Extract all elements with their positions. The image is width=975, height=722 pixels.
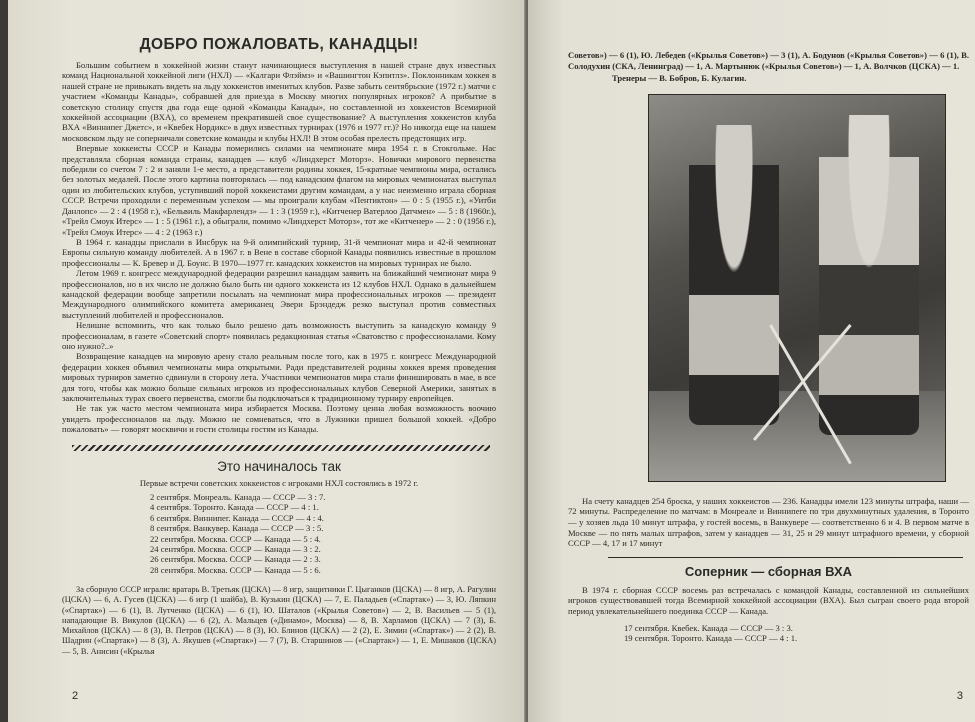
roster-text: За сборную СССР играли: вратарь В. Третьяк (ЦСКА) — 8 игр, защитники Г. Цыганков (ЦСКА) — 8 игр, А. Рагулин (ЦСКА) — 6, А. Гусев (ЦСКА) — 6 игр (1 шайба), В. Кузькин (ЦСКА) — 7, Е. Паладьев («Спартак») — 3, Ю. Ляпкин («Спартак») — 6 (1), В. Лутченко (ЦСКА) — 6 (1), Ю. Шаталов («Крылья Советов») — 2, В. Васильев — 5 (1), нападающие В. Викулов (ЦСКА) — 6 (2), А. Мальцев («Динамо», Москва) — 8, В. Харламов (ЦСКА) — 7 (3), Б. Михайлов (ЦСКА) — 8 (3), В. Петров (ЦСКА) — 8 (3), Ю. Блинов (ЦСКА) — 2 (2), Е. Зимин («Спартак») — 2 (2), В. Шадрин («Спартак») — 8 (3), А. Якушев («Спартак») — 7 (7), В. Старшинов — («Спартак») — 1, Е. Мишаков (ЦСКА) — 5, В. Анисин («Крылья bbox=[62, 585, 496, 656]
paragraph: Летом 1969 г. конгресс международной федерации разрешил канадцам заявить на ближайший чемпионат мира 9 профессионалов, но в их число не должно было быть ни одного хоккеиста из 12 клубов НХЛ. Однако в дальнейшем канадской федерации вообще запретили посылать на чемпионат мира профессиональных игроков — президент Международного олимпийского комитета американец Эвери Брэндедж резко выступал против совместных выступлений любителей и профессионалов. bbox=[62, 268, 496, 320]
divider-line bbox=[608, 557, 963, 558]
hockey-photo bbox=[648, 94, 946, 482]
list-item: 24 сентября. Москва. СССР — Канада — 3 : 2. bbox=[150, 544, 321, 555]
section-title: Это начиналось так bbox=[217, 458, 341, 474]
list-item: 28 сентября. Москва. СССР — Канада — 5 : 6. bbox=[150, 564, 321, 575]
right-page bbox=[528, 0, 975, 722]
page-number: 2 bbox=[72, 690, 79, 702]
list-item: 19 сентября. Торонто. Канада — СССР — 4 : 1. bbox=[624, 633, 798, 644]
penalty-stats-text: На счету канадцев 254 броска, у наших хоккеистов — 236. Канадцы имели 123 минуты штрафа, наши — 72 минуты. Распределение по матчам: в Монреале и Виннипеге по три двухминутных удаления, в Торонто — у хозяев льда 10 минут штрафа, у гостей восемь, в Ванкувере — соответственно 6 и 4. В первом матче в Москве — по пять малых штрафов, затем у канадцев — 31, 25 и 29 минут штрафного времени, у сборной СССР — 4, 17 и 17 минут bbox=[568, 495, 969, 549]
page-number: 3 bbox=[956, 690, 963, 702]
paragraph: Нелишне вспомнить, что как только было решено дать возможность выступить за канадскую команду 9 профессионалам, в газете «Советский спорт» появилась редакционная статья «Сватовство с профессионалами. Кому оно нужно?..» bbox=[62, 320, 496, 351]
left-page bbox=[8, 0, 526, 722]
list-item: 2 сентября. Монреаль. Канада — СССР — 3 : 7. bbox=[150, 492, 326, 503]
list-item: 26 сентября. Москва. СССР — Канада — 2 : 3. bbox=[150, 554, 321, 565]
paragraph: Большим событием в хоккейной жизни станут начинающиеся выступления в нашей стране двух известных команд Национальной хоккейной лиги (НХЛ) — «Калгари Флэймз» и «Вашингтон Кэпитлз». Поклонникам хоккея в нашей стране не привыкать видеть на льду хоккеистов именитых клубов. Разве забыть сентябрьские (1972 г.) матчи с участием «Команды Канады», собравшей для приезда в Москву многих популярных игроков? А прибытие в советскую столицу спустя два года еще одной «Команды Канады», но составленной из хоккеистов Всемирной хоккейной ассоциации (ВХА), со временем прекратившей свое существование? А выступления хоккеистов клуба ВХА «Виннипег Джетс», и «Квебек Нордикс» в двух известных турнирах (1976 и 1977 гг.)? Но никогда еще на нашем московском льду не соперничали советские команды и клубы НХЛ! В этом особая прелесть предстоящих игр. bbox=[62, 60, 496, 143]
player-figure bbox=[689, 125, 779, 425]
coaches-line: Тренеры — В. Бобров, Б. Кулагин. bbox=[612, 73, 747, 84]
games-list bbox=[624, 623, 969, 644]
list-item: 8 сентября. Ванкувер. Канада — СССР — 3 : 5. bbox=[150, 523, 324, 534]
paragraph: В 1964 г. канадцы прислали в Инсбрук на 9-й олимпийский турнир, 31-й чемпионат мира и 42-й чемпионат Европы сильную команду любителей. А в 1967 г. в Вене в составе сборной Канады появились известные в прошлом профессионалы — К. Бревер и Д. Боунс. В 1970—1977 гг. канадских хоккеистов на мировых турнирах не было. bbox=[62, 236, 496, 268]
games-list bbox=[150, 492, 496, 575]
list-item: 17 сентября. Квебек. Канада — СССР — 3 : 3. bbox=[624, 622, 793, 633]
section-title: Соперник — сборная ВХА bbox=[684, 563, 853, 579]
list-item: 22 сентября. Москва. СССР — Канада — 5 : 4. bbox=[150, 533, 321, 544]
paragraph: Возвращение канадцев на мировую арену стало реальным после того, как в 1975 г. конгресс Международной федерации хоккея объявил чемпионаты мира открытыми. Ради представителей родины хоккея время проведения мировых турниров заметно сдвинули в сторону лета. Участники чемпионатов мира стали финишировать в мае, в все для того, чтобы как можно больше сильных игроков из профессиональных клубов Северной Америки, занятых в заключительных турах своего первенства, смогли бы подключаться к традиционному турниру европейцев. bbox=[62, 351, 496, 403]
list-item: 6 сентября. Виннипег. Канада — СССР — 4 : 4. bbox=[150, 512, 324, 523]
section-intro: Первые встречи советских хоккеистов с игроками НХЛ состоялись в 1972 г. bbox=[139, 477, 419, 488]
section-text: В 1974 г. сборная СССР восемь раз встречалась с командой Канады, составленной из сильнейших игроков существовавшей тогда Всемирной хоккейной ассоциации (ВХА). Был сыгран своего рода второй период увлекательнейшего поединка СССР — Канада. bbox=[568, 584, 969, 616]
roster-continuation: Советов») — 6 (1), Ю. Лебедев («Крылья Советов») — 3 (1), А. Бодунов («Крылья Советов») — 6 (1), В. Солодухин (СКА, Ленинград) — 1, А. Мартынюк («Крылья Советов») — 1, А. Волчков (ЦСКА) — 1. bbox=[568, 50, 969, 71]
paragraph: Впервые хоккеисты СССР и Канады померились силами на чемпионате мира 1954 г. в Стокгольме. Нас представляла сборная команда страны, канадцев — клуб «Линдхерст Моторз». Новички мирового первенства победили со счетом 7 : 2 и заняли 1-е место, а представители родины хоккея, 15-кратные чемпионы мира, остались без золотых медалей. После этого картина повторялась — под канадским флагом на мировых чемпионатах выступал один из любительских клубов, уступивший порой хоккеистами другим командам, а у нас неизменно играла сборная СССР. Встречи проходили с переменным успехом — мы проиграли клубам «Пентиктон» — 0 : 5 (1955 г.), «Уитби Данлопс» — 2 : 4 (1958 г.), «Бельвиль Макфарлендз» — 1 : 3 (1959 г.), «Китченер Ватерлоо Датчмен» — 5 : 8 (1960г.), «Трейл Смоук Итерс» — 1 : 5 (1961 г.), а обыграли, помимо «Линдхерст Моторз», тот же «Китченер» — 2 : 0 (1956 г.), «Трейл Смоук Итерс» — 4 : 2 (1963 г.) bbox=[62, 143, 496, 237]
paragraph: Не так уж часто местом чемпионата мира избирается Москва. Поэтому ценна любая возможность воочию увидеть профессионалов на льду. Можно не сомневаться, что в Лужники пришел большой хоккей. «Добро пожаловать» — говорят москвичи и гости столицы гостям из Канады. bbox=[62, 403, 496, 435]
ornament-divider bbox=[72, 445, 490, 451]
list-item: 4 сентября. Торонто. Канада — СССР — 4 : 1. bbox=[150, 502, 319, 513]
page-title: ДОБРО ПОЖАЛОВАТЬ, КАНАДЦЫ! bbox=[139, 36, 419, 53]
player-figure bbox=[819, 115, 919, 435]
